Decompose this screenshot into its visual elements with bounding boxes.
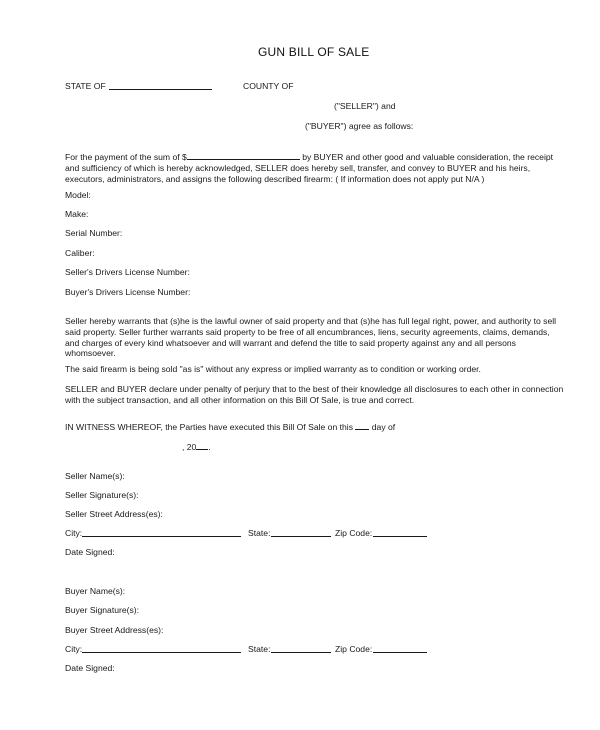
seller-date-label: Date Signed: xyxy=(65,547,115,557)
witness-text xyxy=(65,421,395,433)
year-prefix: , 20 xyxy=(182,442,197,452)
seller-zip-blank[interactable] xyxy=(373,536,427,537)
seller-state-label: State: xyxy=(248,528,271,538)
buyer-party-text: ("BUYER") agree as follows: xyxy=(305,121,414,131)
buyer-city-label: City: xyxy=(65,644,83,654)
state-label: STATE OF xyxy=(65,81,106,91)
buyer-names-label: Buyer Name(s): xyxy=(65,586,126,596)
caliber-label: Caliber: xyxy=(65,248,95,258)
state-blank[interactable] xyxy=(109,89,212,90)
payment-paragraph xyxy=(65,151,565,184)
buyer-license-label: Buyer's Drivers License Number: xyxy=(65,287,191,297)
buyer-state-blank[interactable] xyxy=(271,652,331,653)
payment-text-start: For the payment of the sum of $ xyxy=(65,152,187,162)
buyer-zip-label: Zip Code: xyxy=(335,644,373,654)
model-label: Model: xyxy=(65,190,91,200)
year-suffix: . xyxy=(208,442,211,452)
buyer-zip-blank[interactable] xyxy=(373,652,427,653)
seller-names-label: Seller Name(s): xyxy=(65,471,125,481)
buyer-date-label: Date Signed: xyxy=(65,663,115,673)
document-title: GUN BILL OF SALE xyxy=(258,45,370,59)
seller-street-label: Seller Street Address(es): xyxy=(65,509,163,519)
seller-license-label: Seller's Drivers License Number: xyxy=(65,267,190,277)
year-blank[interactable] xyxy=(196,441,211,452)
warranty-paragraph: Seller hereby warrants that (s)he is the lawful owner of said property and that (s)he has full legal right, power, and authority to sell said property. Seller further warrants said property to be free of all encumbrances, liens, security agreements, claims, demands, and charges of every kind whatsoever and will warrant and defend the title to said property against any and all persons whomsoever. xyxy=(65,316,557,359)
as-is-paragraph: The said firearm is being sold "as is" without any express or implied warranty as to condition or working order. xyxy=(65,364,481,374)
buyer-state-label: State: xyxy=(248,644,271,654)
buyer-signature-label: Buyer Signature(s): xyxy=(65,605,140,615)
payment-amount-blank[interactable] xyxy=(187,151,300,160)
seller-party-text: ("SELLER") and xyxy=(334,101,396,111)
payment-text-rest: by BUYER and other good and valuable consideration, the receipt and sufficiency of which is hereby acknowledged, SELLER does hereby sell, transfer, and convey to BUYER and his heirs, executors, administrators, and assigns the following described firearm: ( If information does not apply put N/A ) xyxy=(65,152,554,184)
make-label: Make: xyxy=(65,209,89,219)
perjury-paragraph: SELLER and BUYER declare under penalty of perjury that to the best of their knowledge all disclosures to each other in connection with the subject transaction, and all other information on this Bill Of Sale, is true and correct. xyxy=(65,384,564,405)
seller-signature-label: Seller Signature(s): xyxy=(65,490,139,500)
seller-city-label: City: xyxy=(65,528,83,538)
seller-zip-label: Zip Code: xyxy=(335,528,373,538)
buyer-street-label: Buyer Street Address(es): xyxy=(65,625,164,635)
buyer-city-blank[interactable] xyxy=(82,652,241,653)
seller-city-blank[interactable] xyxy=(82,536,241,537)
county-label: COUNTY OF xyxy=(243,81,294,91)
witness-year xyxy=(182,441,211,453)
serial-number-label: Serial Number: xyxy=(65,228,123,238)
witness-day-of: day of xyxy=(371,422,396,432)
witness-day-blank[interactable] xyxy=(355,421,369,430)
seller-state-blank[interactable] xyxy=(271,536,331,537)
witness-statement: IN WITNESS WHEREOF, the Parties have executed this Bill Of Sale on this xyxy=(65,422,353,432)
